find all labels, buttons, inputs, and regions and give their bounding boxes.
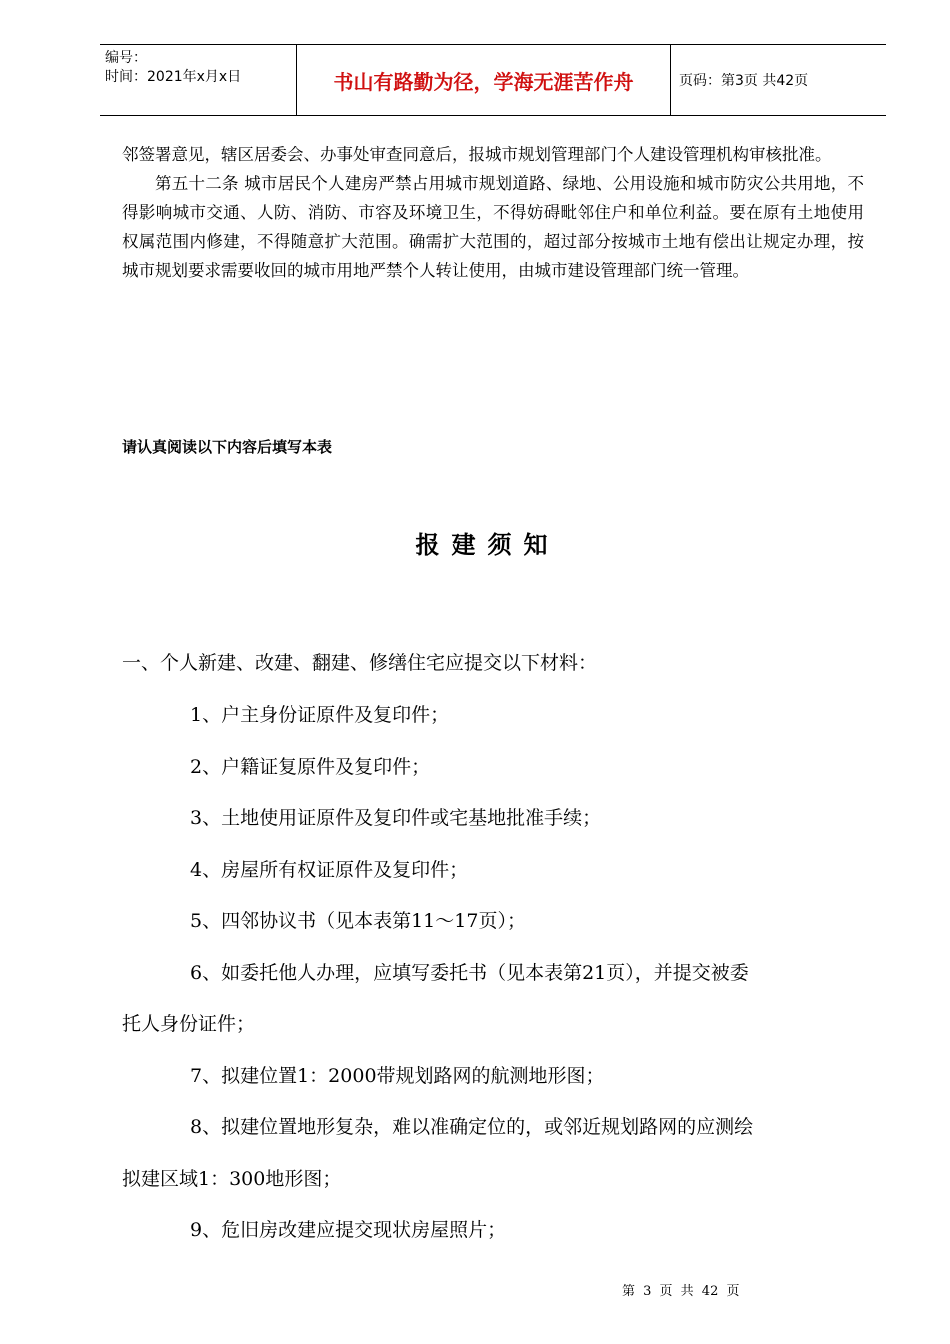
- header-page-info: 页码：第3页 共42页: [679, 73, 809, 89]
- intro-paragraph-1: 邻签署意见，辖区居委会、办事处审查同意后，报城市规划管理部门个人建设管理机构审核批准。: [122, 145, 832, 164]
- page-header: [100, 44, 886, 116]
- list-item: 6、如委托他人办理，应填写委托书（见本表第21页），并提交被委: [190, 961, 749, 984]
- document-time-label: 时间：2021年x月x日: [105, 69, 242, 85]
- list-item: 8、拟建位置地形复杂，难以准确定位的，或邻近规划路网的应测绘: [190, 1116, 754, 1138]
- header-motto: 书山有路勤为径，学海无涯苦作舟: [297, 45, 671, 115]
- list-item: 4、房屋所有权证原件及复印件；: [190, 858, 469, 881]
- list-item: 2、户籍证复原件及复印件；: [190, 755, 431, 778]
- document-number-label: 编号：: [105, 50, 147, 66]
- section-heading-1: 一、个人新建、改建、翻建、修缮住宅应提交以下材料：: [122, 652, 598, 674]
- reading-notice: 请认真阅读以下内容后填写本表: [122, 438, 333, 456]
- list-item: 3、土地使用证原件及复印件或宅基地批准手续；: [190, 807, 602, 829]
- header-meta: [100, 45, 297, 115]
- intro-text: [122, 140, 864, 285]
- list-item-continuation: 托人身份证件；: [122, 1013, 256, 1035]
- article-52-paragraph: 第五十二条 城市居民个人建房严禁占用城市规划道路、绿地、公用设施和城市防灾公共用地，不得影响城市交通、人防、消防、市容及环境卫生，不得妨碍毗邻住户和单位利益。要在原有土地使用权属范围内修建，不得随意扩大范围。确需扩大范围的，超过部分按城市土地有偿出让规定办理，按城市规划要求需要收回的城市用地严禁个人转让使用，由城市建设管理部门统一管理。: [122, 174, 864, 280]
- list-item-continuation: 拟建区域1：300地形图；: [122, 1167, 342, 1190]
- materials-list: [122, 690, 862, 1257]
- list-item: 5、四邻协议书（见本表第11～17页）；: [190, 910, 526, 932]
- list-item: 7、拟建位置1：2000带规划路网的航测地形图；: [190, 1064, 605, 1087]
- page-title: 报建须知: [415, 530, 560, 559]
- list-item: 9、危旧房改建应提交现状房屋照片；: [190, 1219, 507, 1241]
- list-item: 1、户主身份证原件及复印件；: [190, 704, 450, 726]
- page-footer: 第 3 页 共 42 页: [622, 1284, 740, 1299]
